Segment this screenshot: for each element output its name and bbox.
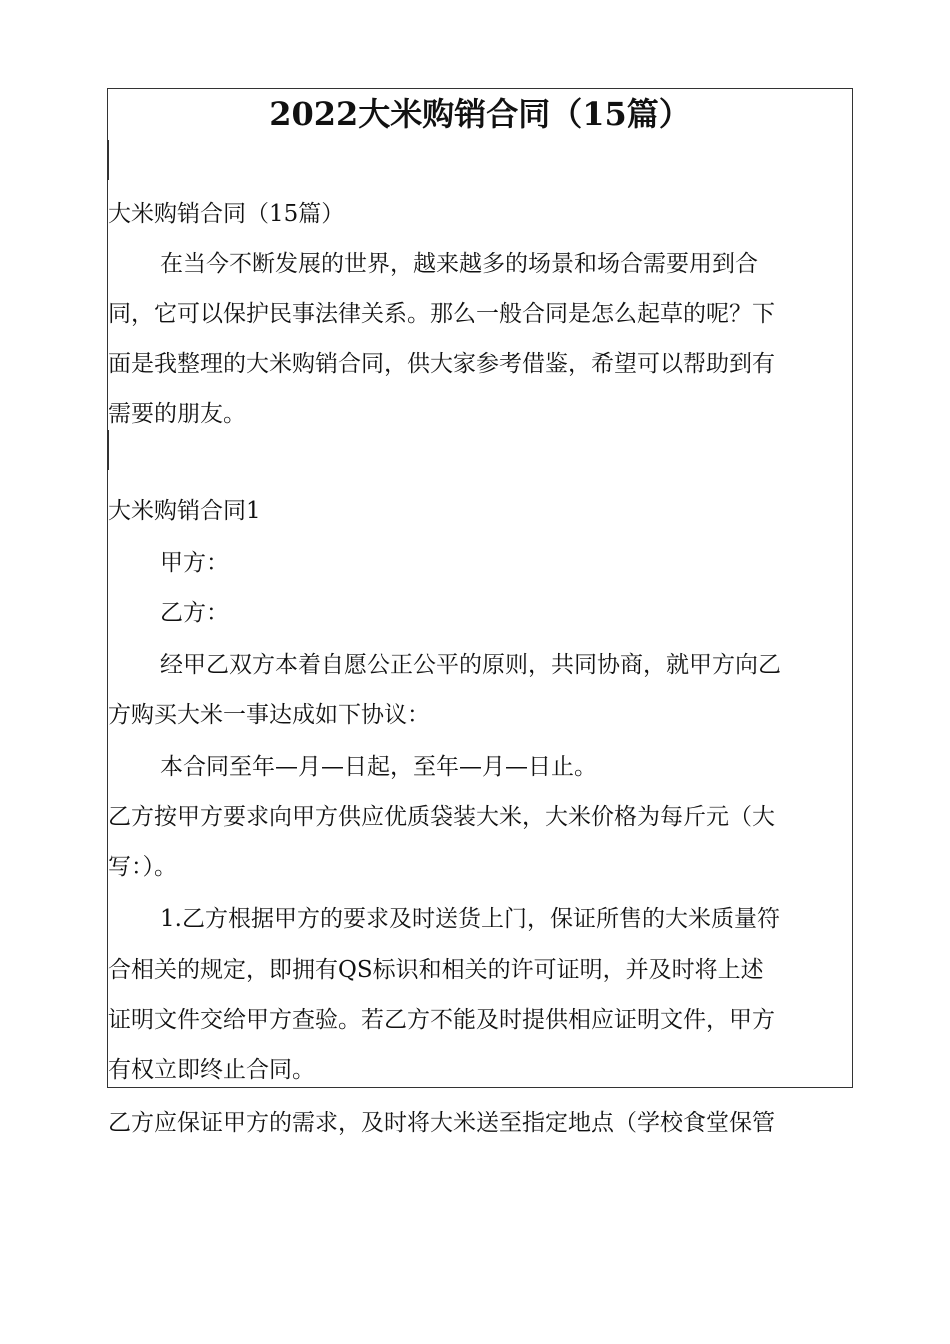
clause-1-line: 证明文件交给甲方查验。若乙方不能及时提供相应证明文件，甲方 <box>108 1007 775 1033</box>
price-line: 写：）。 <box>108 854 177 880</box>
contract-heading: 大米购销合同1 <box>108 498 261 524</box>
agreement-line: 经甲乙双方本着自愿公正公平的原则，共同协商，就甲方向乙 <box>160 652 781 678</box>
margin-mark <box>107 430 109 470</box>
party-b-line: 乙方： <box>160 600 229 626</box>
term-line: 本合同至年—月—日起，至年—月—日止。 <box>160 754 597 780</box>
clause-1-line: 1.乙方根据甲方的要求及时送货上门，保证所售的大米质量符 <box>160 906 780 932</box>
intro-paragraph-line: 在当今不断发展的世界，越来越多的场景和场合需要用到合 <box>160 251 758 277</box>
agreement-line: 方购买大米一事达成如下协议： <box>108 702 430 728</box>
intro-paragraph-line: 面是我整理的大米购销合同，供大家参考借鉴，希望可以帮助到有 <box>108 351 775 377</box>
intro-paragraph-line: 需要的朋友。 <box>108 401 246 427</box>
margin-mark <box>107 140 109 180</box>
clause-1-line: 有权立即终止合同。 <box>108 1057 315 1083</box>
subtitle-line: 大米购销合同（15篇） <box>108 201 345 227</box>
intro-paragraph-line: 同，它可以保护民事法律关系。那么一般合同是怎么起草的呢？下 <box>108 301 775 327</box>
price-line: 乙方按甲方要求向甲方供应优质袋装大米，大米价格为每斤元（大 <box>108 804 775 830</box>
document-title: 2022大米购销合同（15篇） <box>269 95 691 133</box>
clause-1-line: 合相关的规定，即拥有QS标识和相关的许可证明，并及时将上述 <box>108 957 764 983</box>
delivery-line: 乙方应保证甲方的需求，及时将大米送至指定地点（学校食堂保管 <box>108 1110 775 1136</box>
document-frame <box>107 88 853 1088</box>
party-a-line: 甲方： <box>160 550 229 576</box>
